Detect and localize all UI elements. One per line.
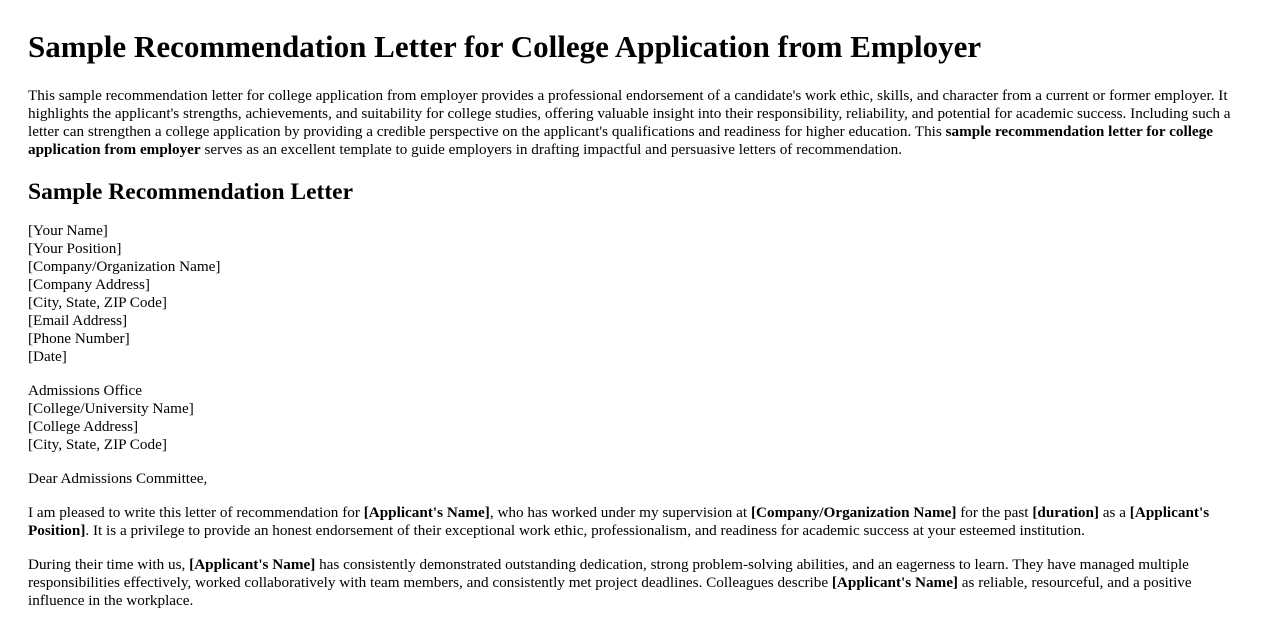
applicant-position-placeholder: [Applicant's Position]	[28, 504, 1210, 539]
sender-city: [City, State, ZIP Code]	[28, 294, 167, 311]
para2-text: During their time with us,	[28, 556, 190, 573]
intro-paragraph	[28, 87, 1250, 159]
intro-text-before: This sample recommendation letter for college application from employer provides a professional endorsement of a candidate's work ethic, skills, and character from a current or former employer. It highlights the applicant's strengths, achievements, and suitability for college studies, offering valuable insight into their responsibility, reliability, and potential for academic success. Including such a letter can strengthen a college application by providing a credible perspective on the applicant's qualifications and readiness for higher education. This	[28, 87, 1231, 140]
page-title: Sample Recommendation Letter for College Application from Employer	[28, 29, 982, 64]
para2-text: as reliable, resourceful, and a positive influence in the workplace.	[28, 574, 1192, 609]
sender-date: [Date]	[28, 348, 67, 365]
letter-paragraph-2	[28, 556, 1250, 610]
applicant-name-placeholder: [Applicant's Name]	[189, 556, 316, 573]
para1-text: , who has worked under my supervision at	[489, 504, 751, 521]
company-name-placeholder: [Company/Organization Name]	[750, 504, 957, 521]
recipient-address: [College Address]	[28, 418, 139, 435]
intro-bold-phrase: sample recommendation letter for college application from employer	[28, 123, 1213, 158]
recipient-city: [City, State, ZIP Code]	[28, 436, 167, 453]
sender-position: [Your Position]	[28, 240, 122, 257]
para1-text: I am pleased to write this letter of recommendation for	[28, 504, 364, 521]
para1-text: as a	[1099, 504, 1130, 521]
applicant-name-placeholder: [Applicant's Name]	[363, 504, 490, 521]
sender-phone: [Phone Number]	[28, 330, 130, 347]
sender-email: [Email Address]	[28, 312, 128, 329]
recipient-office: Admissions Office	[28, 382, 143, 399]
para2-text: has consistently demonstrated outstanding dedication, strong problem-solving abilities, and an eagerness to learn. They have managed multiple responsibilities effectively, worked collaboratively with team members, and consistently met project deadlines. Colleagues describe	[28, 556, 1189, 591]
sender-address-block	[28, 222, 1250, 366]
document-page	[0, 29, 1278, 610]
intro-text-after: serves as an excellent template to guide employers in drafting impactful and persuasive letters of recommendation.	[200, 141, 903, 158]
sender-name: [Your Name]	[28, 222, 108, 239]
duration-placeholder: [duration]	[1032, 504, 1099, 521]
salutation: Dear Admissions Committee,	[28, 470, 208, 487]
recipient-college: [College/University Name]	[28, 400, 194, 417]
letter-paragraph-1	[28, 504, 1250, 540]
applicant-name-placeholder: [Applicant's Name]	[831, 574, 958, 591]
sender-address: [Company Address]	[28, 276, 150, 293]
para1-text: . It is a privilege to provide an honest endorsement of their exceptional work ethic, professionalism, and readiness for academic success at your esteemed institution.	[85, 522, 1085, 539]
recipient-address-block	[28, 382, 1250, 454]
para1-text: for the past	[956, 504, 1033, 521]
sender-company: [Company/Organization Name]	[28, 258, 221, 275]
section-heading: Sample Recommendation Letter	[28, 179, 354, 205]
